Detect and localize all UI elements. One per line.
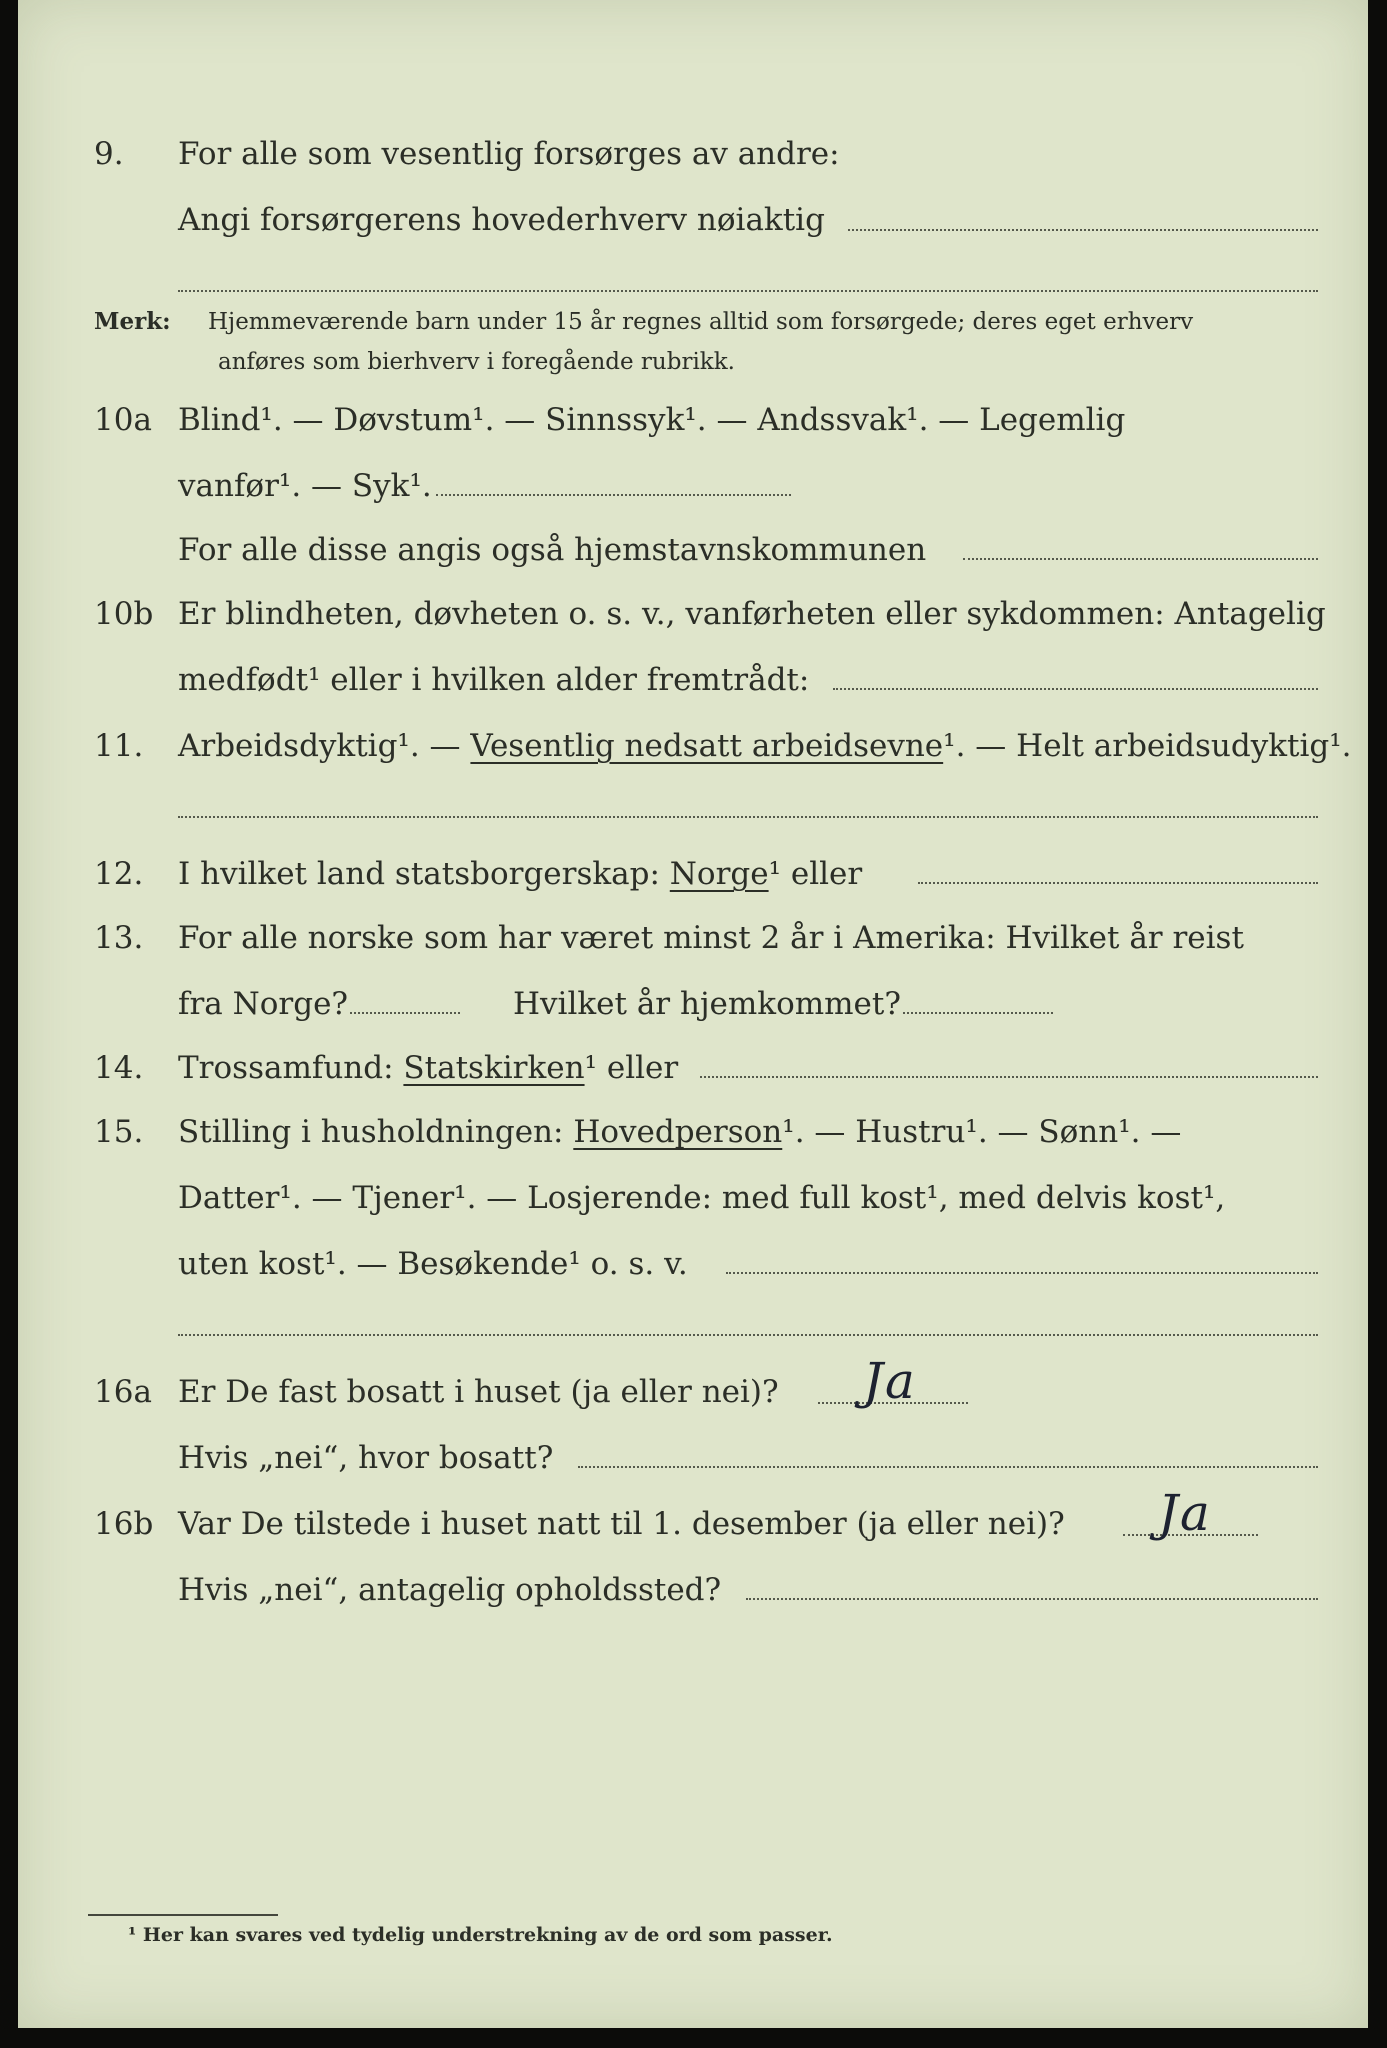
- merk-label: Merk:: [94, 308, 171, 335]
- q13-row-2: [18, 980, 1368, 1028]
- q15-post: ¹. — Hustru¹. — Sønn¹. —: [782, 1114, 1182, 1150]
- q16b-number: 16b: [94, 1506, 154, 1542]
- q10a-row-3: [18, 526, 1368, 574]
- q13-return-line[interactable]: [903, 1012, 1053, 1014]
- q10b-row: [18, 590, 1368, 638]
- q11-row: [18, 722, 1368, 770]
- q12-post: ¹ eller: [768, 856, 863, 892]
- q9-extra-line[interactable]: [178, 290, 1318, 292]
- q10a-text-3: For alle disse angis også hjemstavnskommunen: [178, 532, 927, 568]
- q9-text-2: Angi forsørgerens hovederhverv nøiaktig: [178, 202, 825, 238]
- q9-text: For alle som vesentlig forsørges av andre:: [178, 136, 840, 172]
- q11-post: ¹. — Helt arbeidsudyktig¹.: [943, 728, 1352, 764]
- q15-number: 15.: [94, 1114, 144, 1150]
- q15-row: [18, 1108, 1368, 1156]
- merk-row-2: [18, 344, 1368, 392]
- q15-row-3: [18, 1240, 1368, 1288]
- q10b-answer-line[interactable]: [833, 688, 1318, 690]
- q16a-row-2: [18, 1434, 1368, 1482]
- merk-text-2: anføres som bierhverv i foregående rubrikk.: [218, 349, 735, 375]
- q16a-text-2: Hvis „nei“, hvor bosatt?: [178, 1440, 554, 1476]
- q14-pre: Trossamfund:: [178, 1050, 404, 1086]
- q11-text: [178, 722, 1352, 770]
- q9-number: 9.: [94, 136, 124, 172]
- q12-answer-line[interactable]: [918, 882, 1318, 884]
- q14-text: [178, 1044, 678, 1092]
- q14-answer-line[interactable]: [700, 1076, 1318, 1078]
- q10b-row-2: [18, 656, 1368, 704]
- q12-text: [178, 850, 862, 898]
- q13-text: For alle norske som har været minst 2 år i Amerika: Hvilket år reist: [178, 920, 1244, 956]
- q11-underlined-answer: Vesentlig nedsatt arbeidsevne: [470, 728, 944, 764]
- q15-answer-line[interactable]: [726, 1272, 1318, 1274]
- q12-row: [18, 850, 1368, 898]
- q10a-row-2: [18, 462, 1368, 510]
- q10a-number: 10a: [94, 402, 152, 438]
- q16b-stay-line[interactable]: [746, 1598, 1318, 1600]
- q15-underlined-answer: Hovedperson: [573, 1114, 783, 1150]
- q11-number: 11.: [94, 728, 144, 764]
- q15-row-2: [18, 1174, 1368, 1222]
- q15-text: [178, 1108, 1181, 1156]
- q13-text-2a: fra Norge?: [178, 986, 349, 1022]
- q9-answer-line[interactable]: [848, 229, 1318, 231]
- q15-pre: Stilling i husholdningen:: [178, 1114, 574, 1150]
- q10a-answer-line[interactable]: [436, 494, 791, 496]
- q15-extra-line[interactable]: [178, 1334, 1318, 1336]
- q13-number: 13.: [94, 920, 144, 956]
- q10a-text: Blind¹. — Døvstum¹. — Sinnssyk¹. — Andssvak¹. — Legemlig: [178, 402, 1126, 438]
- q10a-text-2: vanfør¹. — Syk¹.: [178, 468, 432, 504]
- q13-text-2b: Hvilket år hjemkommet?: [513, 986, 901, 1022]
- q16b-text: Var De tilstede i huset natt til 1. desember (ja eller nei)?: [178, 1506, 1065, 1542]
- q16b-row-2: [18, 1566, 1368, 1614]
- q14-row: [18, 1044, 1368, 1092]
- q10b-text: Er blindheten, døvheten o. s. v., vanførheten eller sykdommen: Antagelig: [178, 596, 1326, 632]
- q10a-row: [18, 396, 1368, 444]
- q16a-handwritten-answer: Ja: [863, 1352, 917, 1410]
- q12-number: 12.: [94, 856, 144, 892]
- q15-text-2: Datter¹. — Tjener¹. — Losjerende: med full kost¹, med delvis kost¹,: [178, 1180, 1226, 1216]
- q11-pre: Arbeidsdyktig¹. —: [178, 728, 471, 764]
- q11-extra-line[interactable]: [178, 816, 1318, 818]
- q16a-number: 16a: [94, 1374, 152, 1410]
- q10b-text-2: medfødt¹ eller i hvilken alder fremtrådt:: [178, 662, 810, 698]
- q16b-text-2: Hvis „nei“, antagelig opholdssted?: [178, 1572, 722, 1608]
- q16b-handwritten-answer: Ja: [1158, 1484, 1212, 1542]
- q10b-number: 10b: [94, 596, 154, 632]
- q16a-text: Er De fast bosatt i huset (ja eller nei)?: [178, 1374, 779, 1410]
- q9-row: [18, 130, 1368, 178]
- footnote: ¹ Her kan svares ved tydelig understrekning av de ord som passer.: [128, 1924, 833, 1946]
- q16a-row: [18, 1368, 1368, 1416]
- q16a-residence-line[interactable]: [578, 1466, 1318, 1468]
- q13-row: [18, 914, 1368, 962]
- merk-text: Hjemmeværende barn under 15 år regnes alltid som forsørgede; deres eget erhverv: [208, 309, 1194, 335]
- q14-post: ¹ eller: [584, 1050, 679, 1086]
- census-form-page: [18, 0, 1368, 2028]
- q12-pre: I hvilket land statsborgerskap:: [178, 856, 670, 892]
- q14-underlined-answer: Statskirken: [403, 1050, 585, 1086]
- footnote-rule: [88, 1914, 278, 1916]
- q10a-hometown-line[interactable]: [963, 558, 1318, 560]
- q12-underlined-answer: Norge: [669, 856, 769, 892]
- q13-departure-line[interactable]: [350, 1012, 460, 1014]
- q9-row-2: [18, 196, 1368, 244]
- q14-number: 14.: [94, 1050, 144, 1086]
- q15-text-3: uten kost¹. — Besøkende¹ o. s. v.: [178, 1246, 688, 1282]
